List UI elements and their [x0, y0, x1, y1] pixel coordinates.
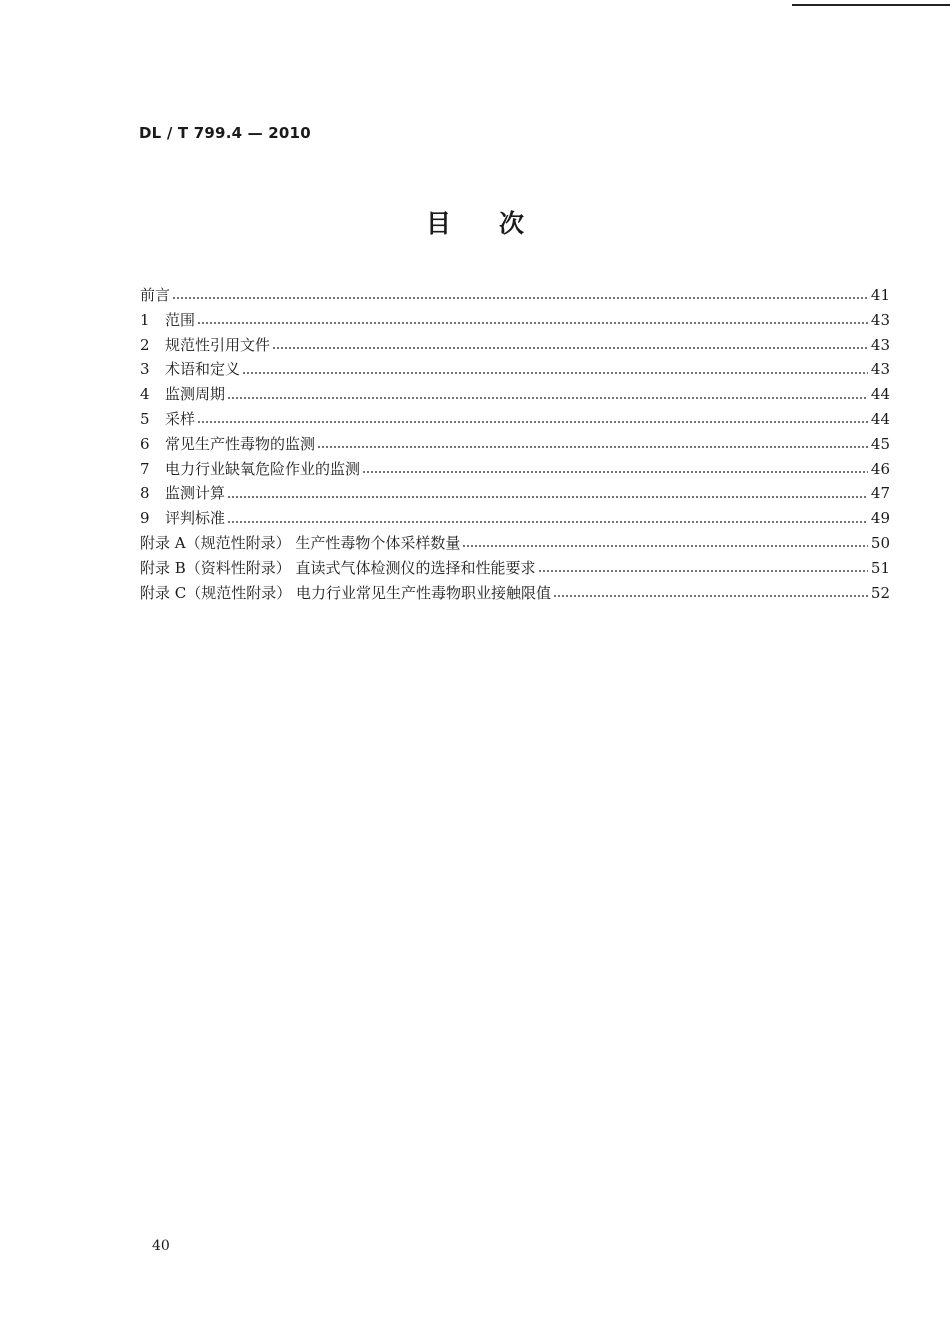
- toc-entry-appendix[interactable]: [140, 556, 890, 581]
- toc-leader-dots: [362, 471, 868, 473]
- toc-leader-dots: [317, 446, 868, 448]
- toc-entry-page: 44: [870, 409, 890, 428]
- toc-entry-label: 附录 A（规范性附录） 生产性毒物个体采样数量: [140, 533, 461, 552]
- toc-leader-dots: [462, 545, 868, 547]
- toc-leader-dots: [272, 347, 868, 349]
- toc-entry[interactable]: [140, 333, 890, 358]
- toc-entry-label: 附录 B（资料性附录） 直读式气体检测仪的选择和性能要求: [140, 558, 536, 577]
- standard-code: DL / T 799.4 — 2010: [139, 124, 311, 142]
- toc-entry-label: 附录 C（规范性附录） 电力行业常见生产性毒物职业接触限值: [140, 583, 552, 602]
- page-number: 40: [152, 1238, 170, 1254]
- table-of-contents: [140, 283, 890, 605]
- toc-leader-dots: [538, 570, 868, 572]
- toc-entry-page: 44: [870, 385, 890, 404]
- toc-entry-label: 监测周期: [165, 385, 226, 404]
- toc-entry-number: 6: [140, 434, 150, 453]
- toc-entry-label: 监测计算: [165, 484, 226, 503]
- toc-entry[interactable]: [140, 506, 890, 531]
- toc-entry-label: 范围: [165, 310, 196, 329]
- toc-entry-page: 45: [870, 434, 890, 453]
- toc-entry[interactable]: [140, 308, 890, 333]
- toc-entry-number: 1: [140, 310, 150, 329]
- toc-leader-dots: [197, 421, 868, 423]
- toc-entry-number: 9: [140, 509, 150, 528]
- toc-entry-page: 51: [870, 558, 890, 577]
- toc-entry-page: 46: [870, 459, 890, 478]
- toc-entry[interactable]: [140, 407, 890, 432]
- top-rule: [792, 4, 950, 6]
- toc-entry-label: 常见生产性毒物的监测: [165, 434, 316, 453]
- toc-leader-dots: [553, 595, 868, 597]
- toc-entry-number: 5: [140, 409, 150, 428]
- toc-entry-page: 43: [870, 335, 890, 354]
- toc-entry-number: 2: [140, 335, 150, 354]
- toc-entry-number: 7: [140, 459, 150, 478]
- toc-leader-dots: [227, 397, 868, 399]
- toc-entry-label: 前言: [140, 286, 171, 304]
- toc-entry[interactable]: [140, 382, 890, 407]
- toc-entry-page: 50: [870, 533, 890, 552]
- toc-entry[interactable]: [140, 481, 890, 506]
- toc-entry[interactable]: [140, 457, 890, 482]
- toc-leader-dots: [242, 372, 868, 374]
- toc-entry[interactable]: [140, 357, 890, 382]
- toc-entry[interactable]: [140, 432, 890, 457]
- toc-entry-page: 52: [870, 583, 890, 602]
- toc-entry-label: 电力行业缺氧危险作业的监测: [165, 459, 361, 478]
- toc-entry[interactable]: [140, 283, 890, 308]
- toc-leader-dots: [172, 297, 868, 299]
- toc-entry-label: 采样: [165, 409, 196, 428]
- toc-leader-dots: [227, 521, 868, 523]
- toc-entry-appendix[interactable]: [140, 531, 890, 556]
- toc-entry-page: 43: [870, 360, 890, 379]
- toc-entry-label: 术语和定义: [165, 360, 241, 379]
- toc-entry-page: 41: [870, 286, 890, 304]
- toc-entry-number: 8: [140, 484, 150, 503]
- toc-entry-label: 规范性引用文件: [165, 335, 271, 354]
- toc-leader-dots: [227, 496, 868, 498]
- toc-leader-dots: [197, 322, 868, 324]
- toc-entry-page: 49: [870, 509, 890, 528]
- toc-entry-appendix[interactable]: [140, 581, 890, 606]
- toc-entry-label: 评判标准: [165, 509, 226, 528]
- toc-title: 目次: [425, 209, 572, 238]
- toc-entry-number: 4: [140, 385, 150, 404]
- toc-entry-page: 43: [870, 310, 890, 329]
- toc-entry-page: 47: [870, 484, 890, 503]
- toc-entry-number: 3: [140, 360, 150, 379]
